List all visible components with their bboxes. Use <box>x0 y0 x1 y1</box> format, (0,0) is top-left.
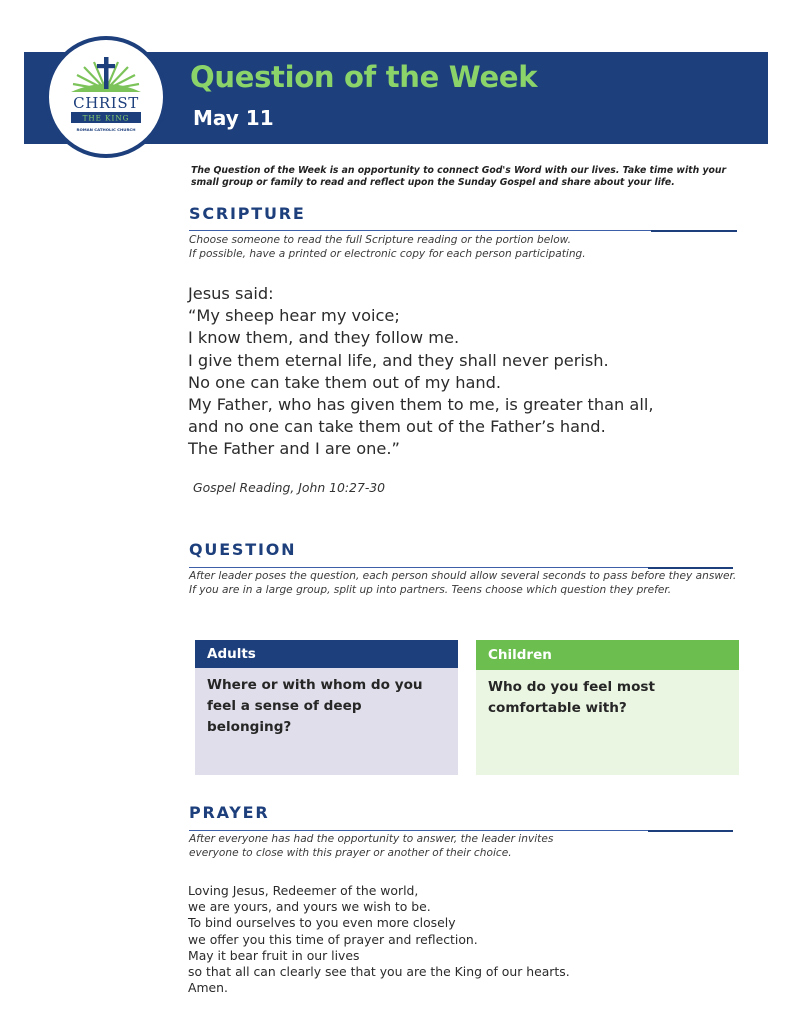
prayer-note-line: After everyone has had the opportunity to answer, the leader invites <box>189 833 554 845</box>
scripture-note <box>189 234 749 261</box>
logo-tagline: ROMAN CATHOLIC CHURCH <box>76 127 136 132</box>
logo-name: CHRIST <box>73 94 139 112</box>
prayer-heading: PRAYER <box>189 803 270 822</box>
question-note: After leader poses the question, each person should allow several seconds to pass before they answer. If you are in a large group, split up into partners. Teens choose which question they prefer. <box>189 570 737 596</box>
prayer-line: Loving Jesus, Redeemer of the world, <box>188 883 419 898</box>
scripture-note-line: Choose someone to read the full Scripture reading or the portion below. <box>189 234 572 246</box>
children-label: Children <box>476 640 739 670</box>
logo-graphic <box>49 40 163 154</box>
scripture-heading: SCRIPTURE <box>189 204 306 223</box>
scripture-line: My Father, who has given them to me, is greater than all, <box>188 395 654 415</box>
prayer-text <box>188 883 768 996</box>
scripture-note-line: If possible, have a printed or electronic copy for each person participating. <box>189 247 586 260</box>
prayer-divider-accent <box>648 830 733 832</box>
scripture-line: The Father and I are one.” <box>188 439 400 459</box>
prayer-note-line: everyone to close with this prayer or another of their choice. <box>189 846 512 859</box>
scripture-line: Jesus said: <box>188 284 274 303</box>
scripture-divider-accent <box>651 230 737 232</box>
scripture-line: I know them, and they follow me. <box>188 328 460 348</box>
scripture-line: I give them eternal life, and they shall never perish. <box>188 350 609 370</box>
page-date: May 11 <box>193 106 274 130</box>
prayer-line: we offer you this time of prayer and reflection. <box>188 931 478 947</box>
scripture-line: No one can take them out of my hand. <box>188 372 502 392</box>
prayer-note <box>189 833 749 860</box>
adults-question-text: Where or with whom do you feel a sense of deep belonging? <box>207 677 423 735</box>
prayer-line: we are yours, and yours we wish to be. <box>188 899 431 915</box>
question-heading: QUESTION <box>189 540 297 559</box>
question-divider-accent <box>648 567 733 569</box>
scripture-line: and no one can take them out of the Father’s hand. <box>188 417 606 437</box>
intro-text: The Question of the Week is an opportunity to connect God's Word with our lives. Take time with your small group or family to read and reflect upon the Sunday Gospel and share about your life. <box>191 165 727 188</box>
logo-subname: THE KING <box>82 113 130 123</box>
scripture-line: “My sheep hear my voice; <box>188 306 400 326</box>
scripture-passage <box>188 283 768 461</box>
adults-question-card <box>195 640 458 775</box>
prayer-line: To bind ourselves to you even more closely <box>188 915 456 931</box>
page-title: Question of the Week <box>190 60 538 94</box>
adults-label: Adults <box>195 640 458 668</box>
scripture-citation: Gospel Reading, John 10:27-30 <box>193 480 386 495</box>
children-question-card <box>476 640 739 775</box>
children-question-text: Who do you feel most comfortable with? <box>488 679 655 716</box>
church-logo <box>45 36 167 158</box>
prayer-line: so that all can clearly see that you are the King of our hearts. <box>188 964 570 980</box>
prayer-line: May it bear fruit in our lives <box>188 947 360 963</box>
prayer-line: Amen. <box>188 980 228 996</box>
